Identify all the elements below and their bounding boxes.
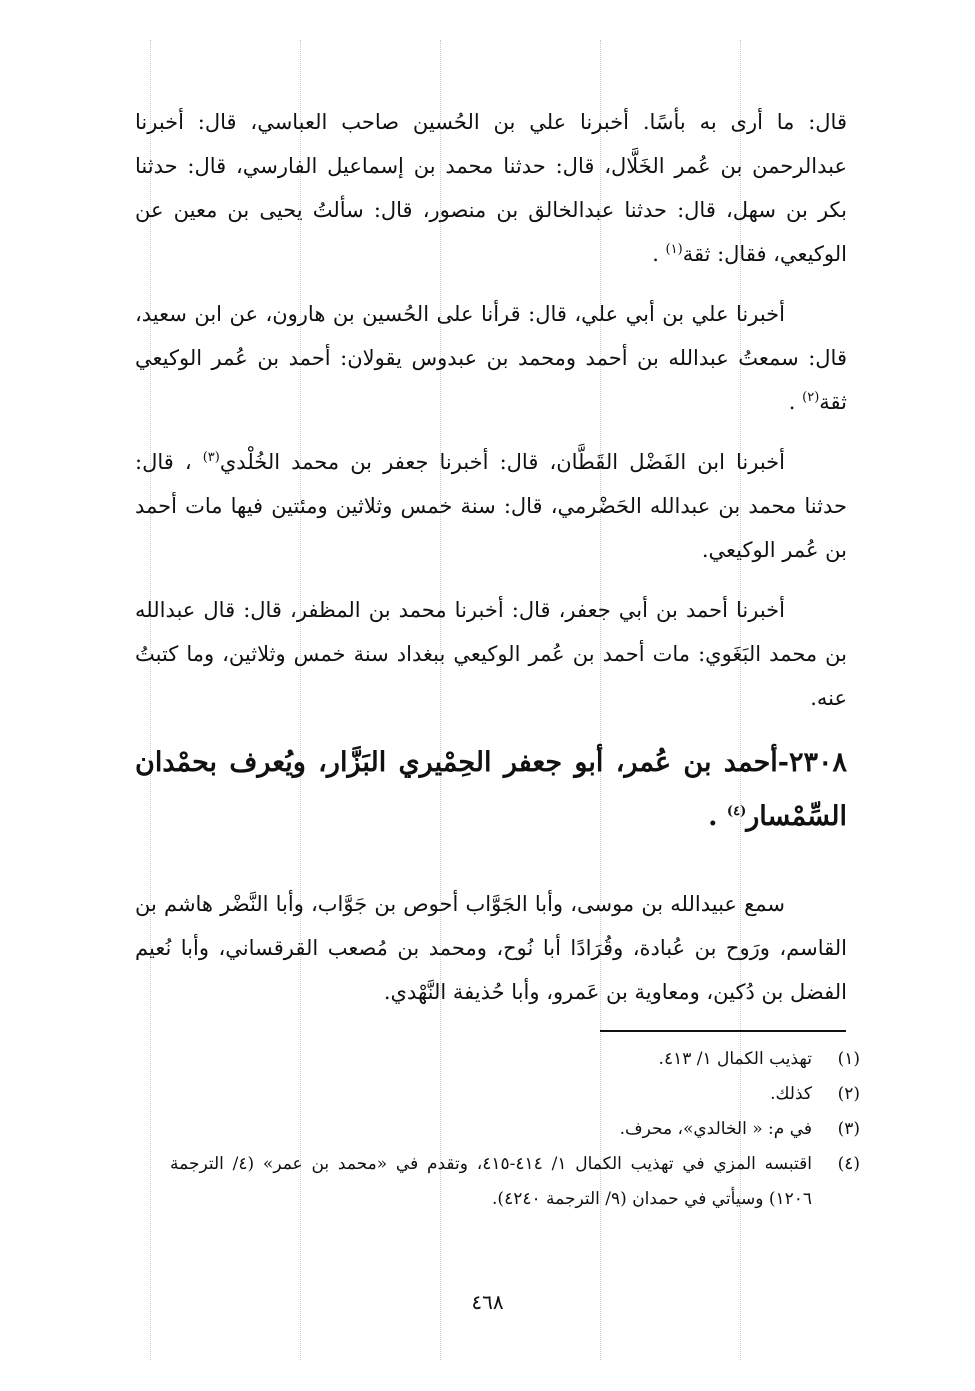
- footnote-4: [170, 1147, 860, 1217]
- footnote-text: في م: « الخالدي»، محرف.: [619, 1119, 812, 1139]
- entry-heading: [135, 736, 847, 844]
- paragraph-text: أخبرنا أحمد بن أبي جعفر، قال: أخبرنا محمد بن المظفر، قال: قال عبدالله بن محمد البَغَوي: مات أحمد بن عُمر الوكيعي ببغداد سنة خمس وثلاثين، وما كتبتُ عنه.: [135, 598, 847, 710]
- footnote-text: اقتبسه المزي في تهذيب الكمال ١/ ٤١٤-٤١٥، وتقدم في «محمد بن عمر» (٤/ الترجمة ١٢٠٦) وسيأتي في حمدان (٩/ الترجمة ٤٢٤٠).: [170, 1154, 813, 1209]
- main-text: [135, 100, 847, 1030]
- footnote-marker[interactable]: (١): [665, 242, 683, 257]
- paragraph-tail: ، قال: حدثنا محمد بن عبدالله الحَضْرمي، قال: سنة خمس وثلاثين ومئتين فيها مات أحمد بن عُمر الوكيعي.: [135, 450, 847, 562]
- paragraph-text: أخبرنا علي بن أبي علي، قال: قرأنا على الحُسين بن هارون، عن ابن سعيد، قال: سمعتُ عبدالله بن أحمد ومحمد بن عبدوس يقولان: أحمد بن عُمر الوكيعي ثقة: [135, 302, 847, 414]
- footnote-number: (٤): [837, 1154, 860, 1174]
- footnote-marker[interactable]: (٢): [802, 390, 820, 405]
- heading-text: ٢٣٠٨-أحمد بن عُمر، أبو جعفر الحِمْيري البَزَّار، ويُعرف بحمْدان السِّمْسار: [135, 747, 847, 832]
- page-number: ٤٦٨: [471, 1290, 504, 1314]
- footnote-3: [170, 1112, 860, 1147]
- footnote-marker[interactable]: (٤): [726, 804, 747, 819]
- paragraph-3: [135, 440, 847, 572]
- footnote-number: (١): [837, 1049, 860, 1069]
- footnote-2: [170, 1077, 860, 1112]
- footnote-number: (٢): [837, 1084, 860, 1104]
- footnote-text: كذلك.: [770, 1084, 812, 1104]
- paragraph-2: [135, 292, 847, 424]
- paragraph-text: سمع عبيدالله بن موسى، وأبا الجَوَّاب أحوص بن جَوَّاب، وأبا النَّضْر هاشم بن القاسم، ورَوح بن عُبادة، وقُرَادًا أبا نُوح، ومحمد بن مُصعب القرقساني، وأبا نُعيم الفضل بن دُكين، ومعاوية بن عَمرو، وأبا حُذيفة النَّهْدي.: [135, 892, 847, 1004]
- paragraph-tail: .: [788, 390, 803, 414]
- paragraph-5: [135, 882, 847, 1014]
- paragraph-tail: .: [652, 242, 666, 266]
- paragraph-text: أخبرنا ابن الفَضْل القَطَّان، قال: أخبرنا جعفر بن محمد الخُلْدي: [219, 450, 785, 474]
- footnote-marker[interactable]: (٣): [202, 450, 220, 465]
- footnote-number: (٣): [837, 1119, 860, 1139]
- footnote-text: تهذيب الكمال ١/ ٤١٣.: [658, 1049, 812, 1069]
- paragraph-text: قال: ما أرى به بأسًا. أخبرنا علي بن الحُسين صاحب العباسي، قال: أخبرنا عبدالرحمن بن عُمر الخَلَّال، قال: حدثنا محمد بن إسماعيل الفارسي، قال: حدثنا بكر بن سهل، قال: حدثنا عبدالخالق بن منصور، قال: سألتُ يحيى بن معين عن الوكيعي، فقال: ثقة: [135, 110, 848, 266]
- footnotes: [170, 1042, 860, 1217]
- paragraph-1: [135, 100, 847, 276]
- paragraph-4: [135, 588, 847, 720]
- footnote-separator: [600, 1030, 846, 1032]
- heading-tail: .: [708, 801, 727, 832]
- footnote-1: [170, 1042, 860, 1077]
